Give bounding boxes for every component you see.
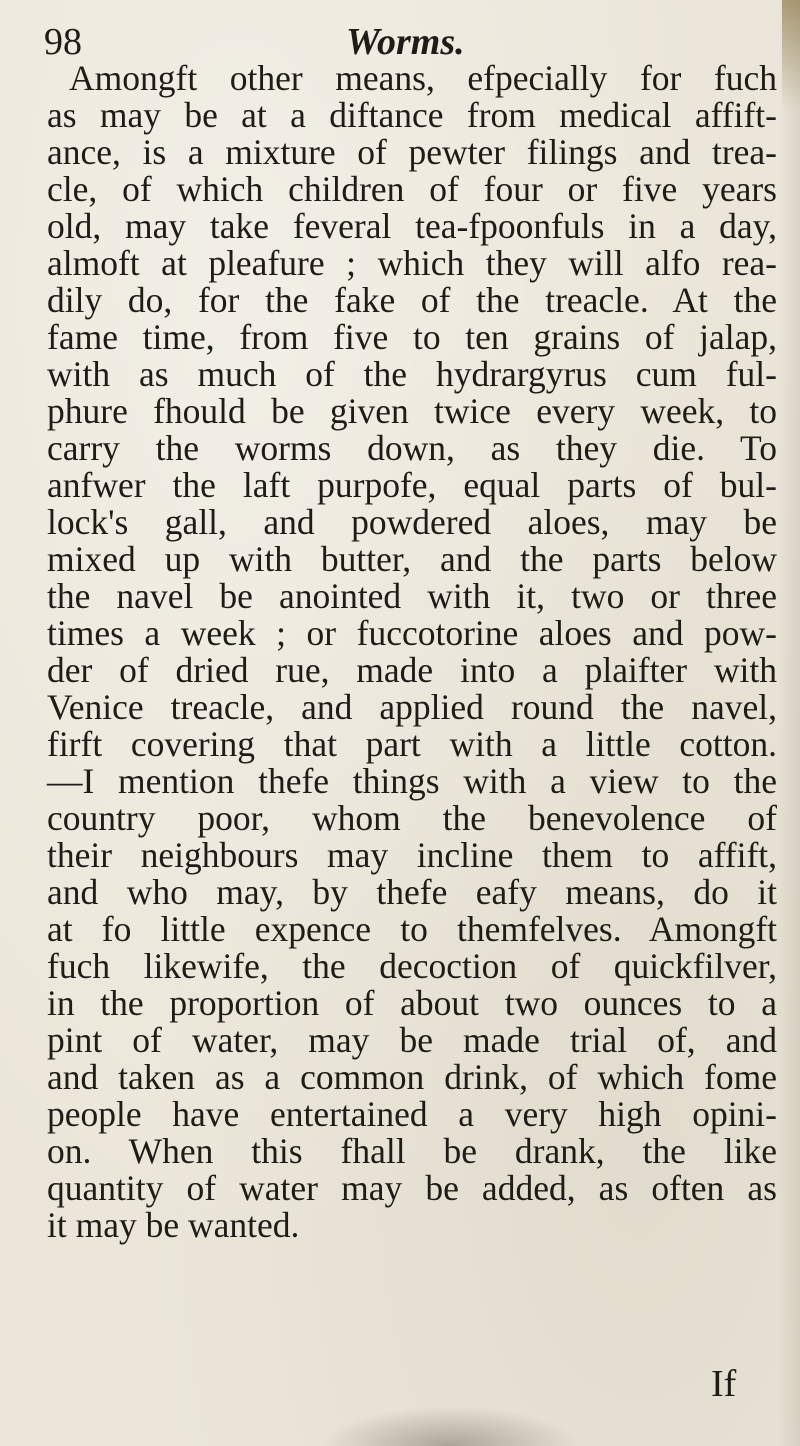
page-edge-shadow	[778, 0, 800, 1446]
text-line: pint of water, may be made trial of, and	[47, 1020, 777, 1060]
text-line: old, may take feveral tea-fpoonfuls in a day,	[47, 206, 777, 246]
text-line: fuch likewife, the decoction of quickfilver,	[47, 946, 777, 986]
text-line: —I mention thefe things with a view to the	[47, 761, 777, 801]
text-line: with as much of the hydrargyrus cum ful-	[47, 354, 777, 394]
text-line: quantity of water may be added, as often as	[47, 1168, 777, 1208]
text-line: lock's gall, and powdered aloes, may be	[47, 502, 777, 542]
text-line: cle, of which children of four or five years	[47, 169, 777, 209]
page-corner-stain	[782, 0, 800, 110]
text-line: der of dried rue, made into a plaifter with	[47, 650, 777, 690]
text-line: people have entertained a very high opini-	[47, 1094, 777, 1134]
text-line: phure fhould be given twice every week, to	[47, 391, 777, 431]
body-text	[47, 60, 777, 1244]
text-line: dily do, for the fake of the treacle. At the	[47, 280, 777, 320]
text-line: anfwer the laft purpofe, equal parts of bul-	[47, 465, 777, 505]
text-line: fame time, from five to ten grains of jalap,	[47, 317, 777, 357]
text-line: ance, is a mixture of pewter filings and trea-	[47, 132, 777, 172]
text-line: the navel be anointed with it, two or three	[47, 576, 777, 616]
text-line: and who may, by thefe eafy means, do it	[47, 872, 777, 912]
text-line: firft covering that part with a little cotton.	[47, 724, 777, 764]
text-line: and taken as a common drink, of which fome	[47, 1057, 777, 1097]
running-title: Worms.	[346, 21, 465, 63]
text-line: at fo little expence to themfelves. Amongft	[47, 909, 777, 949]
text-line: mixed up with butter, and the parts below	[47, 539, 777, 579]
bottom-smudge	[320, 1406, 580, 1446]
text-line: on. When this fhall be drank, the like	[47, 1131, 777, 1171]
text-line: as may be at a diftance from medical affift-	[47, 95, 777, 135]
text-line: in the proportion of about two ounces to a	[47, 983, 777, 1023]
page-number: 98	[44, 21, 82, 63]
text-line: Amongft other means, efpecially for fuch	[69, 58, 777, 98]
text-line: carry the worms down, as they die. To	[47, 428, 777, 468]
text-line: times a week ; or fuccotorine aloes and pow-	[47, 613, 777, 653]
text-line: almoft at pleafure ; which they will alfo rea-	[47, 243, 777, 283]
text-line: country poor, whom the benevolence of	[47, 798, 777, 838]
catchword: If	[711, 1363, 737, 1405]
text-line: their neighbours may incline them to affift,	[47, 835, 777, 875]
text-line: Venice treacle, and applied round the navel,	[47, 687, 777, 727]
text-line: it may be wanted.	[47, 1205, 300, 1245]
